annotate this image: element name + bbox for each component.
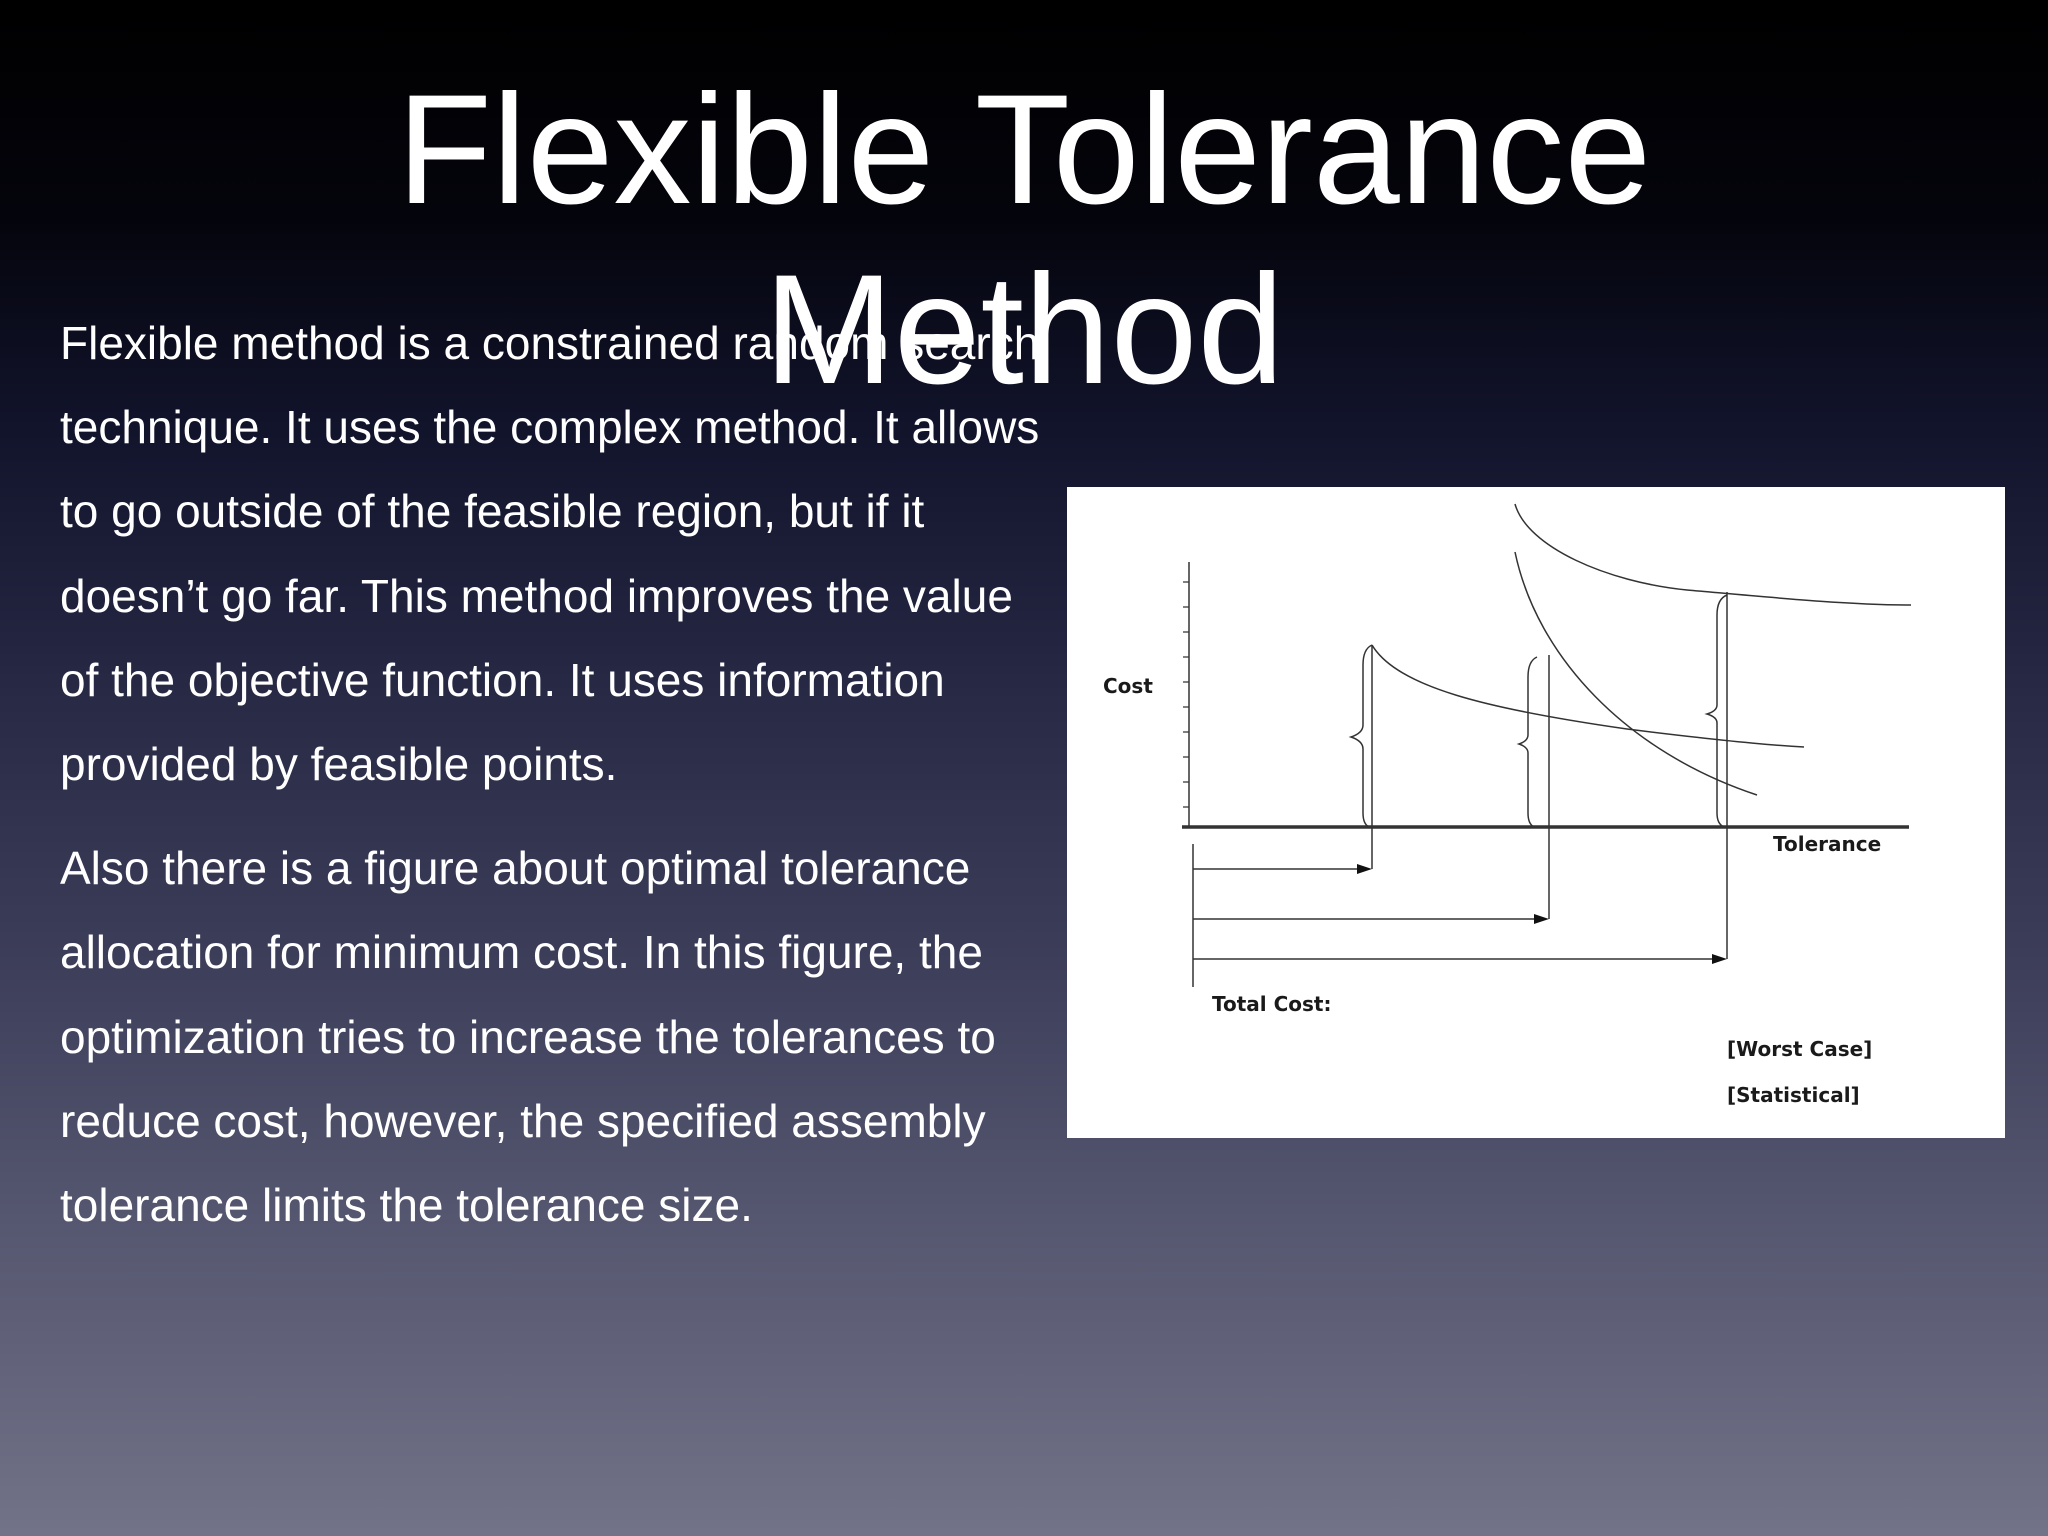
arrowhead-3 — [1712, 954, 1727, 964]
brace-2 — [1519, 657, 1537, 827]
cost-curve-statistical — [1515, 552, 1757, 795]
cost-label: Cost — [1103, 674, 1153, 698]
slide-title-line-1: Flexible Tolerance — [396, 63, 1652, 237]
cost-curve-worst-case — [1515, 504, 1911, 605]
body-paragraph-1: Flexible method is a constrained random search technique. It uses the complex method. It allows to go outside of the feasible region, but if it doesn’t go far. This method improves the value of the objective function. It uses information provided by feasible points. — [60, 317, 1040, 791]
cost-axis-ticks — [1183, 582, 1189, 807]
slide-title-line-2: Method — [763, 243, 1285, 417]
tolerance-label: Tolerance — [1773, 832, 1882, 856]
dimension-arrowheads — [1357, 864, 1727, 964]
worst-case-label: [Worst Case] — [1727, 1037, 1873, 1061]
tolerance-cost-figure — [1067, 487, 2005, 1138]
tolerance-cost-diagram — [1067, 487, 2005, 1138]
arrowhead-1 — [1357, 864, 1372, 874]
brace-1 — [1351, 645, 1372, 827]
slide-body — [60, 301, 1050, 1267]
body-paragraph-2: Also there is a figure about optimal tolerance allocation for minimum cost. In this figure, the optimization tries to increase the tolerances to reduce cost, however, the specified assembly tolerance limits the tolerance size. — [60, 842, 996, 1232]
brace-3 — [1707, 595, 1727, 827]
statistical-label: [Statistical] — [1727, 1083, 1860, 1107]
slide-title — [0, 60, 2048, 420]
cost-curve-individual — [1372, 645, 1804, 747]
total-cost-label: Total Cost: — [1212, 992, 1332, 1016]
arrowhead-2 — [1534, 914, 1549, 924]
